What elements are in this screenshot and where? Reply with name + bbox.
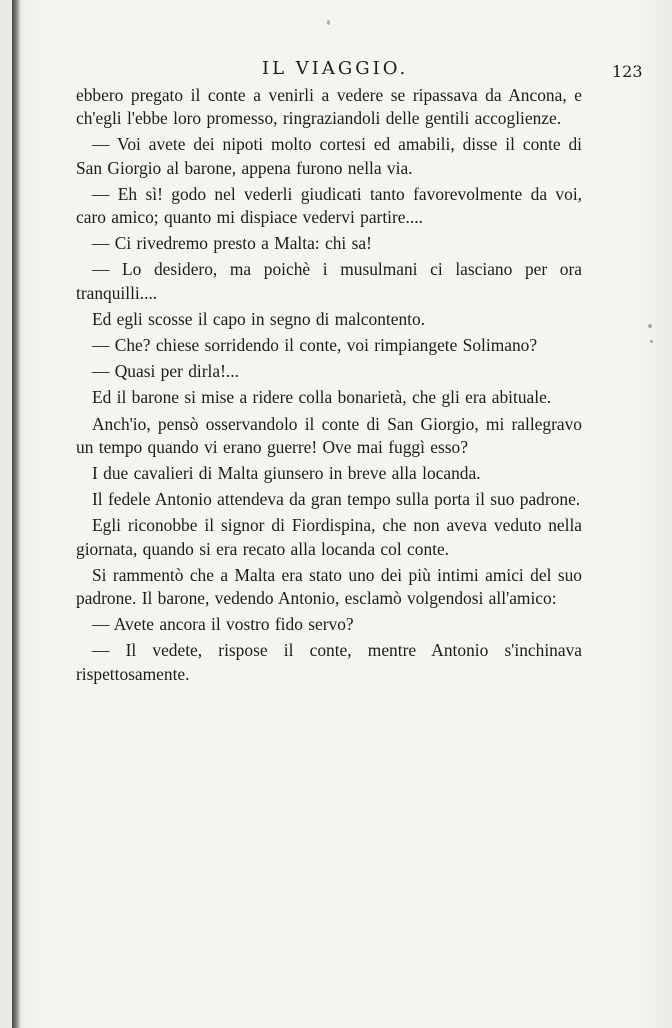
page-header [0,56,672,86]
paragraph: Si rammentò che a Malta era stato uno dei più intimi amici del suo padrone. Il barone, vedendo Antonio, esclamò volgendosi all'amico: [76,564,582,609]
paragraph: — Il vedete, rispose il conte, mentre Antonio s'inchinava rispettosamente. [76,640,582,684]
paragraph: Anch'io, pensò osservandolo il conte di San Giorgio, mi rallegravo un tempo quando vi erano guerre! Ove mai fuggì esso? [76,413,582,457]
page-number: 123 [612,62,643,81]
paragraph: — Che? chiese sorridendo il conte, voi rimpiangete Solimano? [92,335,538,356]
paragraph: — Avete ancora il vostro fido servo? [92,614,354,635]
paragraph: Il fedele Antonio attendeva da gran tempo sulla porta il suo padrone. [92,489,581,510]
ink-speck [650,340,653,343]
paragraph: Ed egli scosse il capo in segno di malcontento. [92,308,426,329]
paragraph: I due cavalieri di Malta giunsero in breve alla locanda. [92,463,481,484]
paragraph: — Voi avete dei nipoti molto cortesi ed amabili, disse il conte di San Giorgio al barone, appena furono nella via. [76,134,582,178]
paragraph: Ed il barone si mise a ridere colla bonarietà, che gli era abituale. [92,387,552,408]
paragraph: ebbero pregato il conte a venirli a vedere se ripassava da Ancona, e ch'egli l'ebbe loro promesso, ringraziandoli delle gentili accoglienze. [76,85,582,129]
paragraph: — Eh sì! godo nel vederli giudicati tanto favorevolmente da voi, caro amico; quanto mi dispiace vedervi partire.... [76,183,582,228]
running-title: IL VIAGGIO. [262,58,409,79]
paragraph: — Quasi per dirla!... [92,361,239,382]
binding-edge [12,0,21,1028]
body-text [76,84,582,689]
ink-speck [327,20,330,25]
ink-speck [648,324,652,328]
paragraph: — Ci rivedremo presto a Malta: chi sa! [92,233,372,254]
paragraph: — Lo desidero, ma poichè i musulmani ci lasciano per ora tranquilli.... [76,259,582,303]
paragraph: Egli riconobbe il signor di Fiordispina, che non aveva veduto nella giornata, quando si era recato alla locanda col conte. [76,515,582,559]
